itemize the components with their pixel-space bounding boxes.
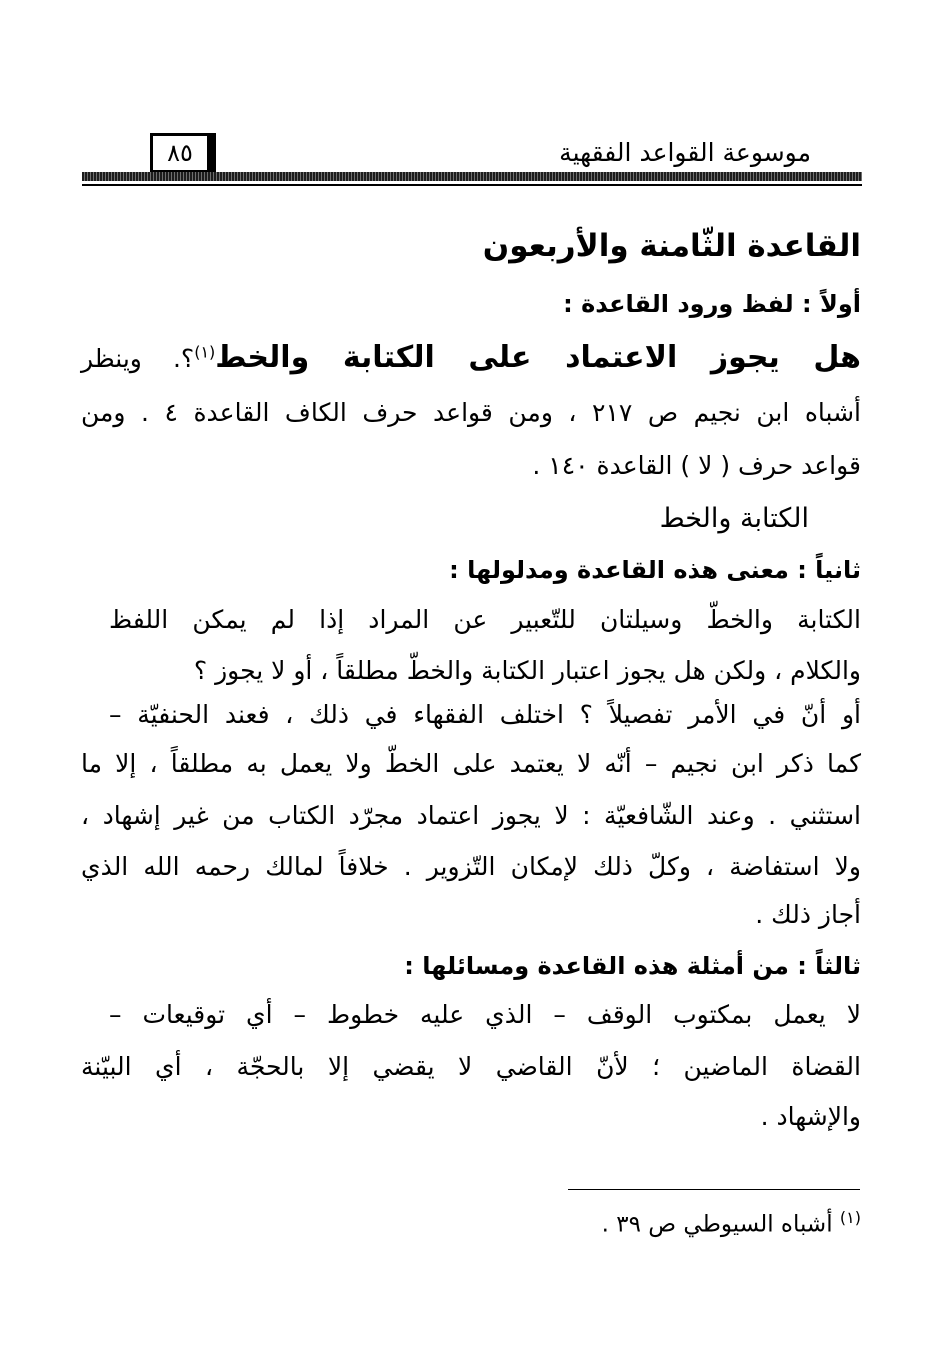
- footnote-ref: (١): [194, 342, 216, 362]
- paragraph-line: استثني . وعند الشّافعيّة : لا يجوز اعتماد مجرّد الكتاب من غير إشهاد ،: [81, 801, 861, 830]
- rule-statement-tail: ؟. وينظر: [81, 344, 195, 373]
- paragraph-line: لا يعمل بمكتوب الوقف – الذي عليه خطوط – أي توقيعات –: [109, 1000, 861, 1029]
- paragraph-line: والكلام ، ولكن هل يجوز اعتبار الكتابة والخطّ مطلقاً ، أو لا يجوز ؟: [193, 656, 861, 685]
- paragraph-line: ولا استفاضة ، وكلّ ذلك لإمكان التّزوير . خلافاً لمالك رحمه الله الذي: [81, 852, 861, 881]
- reference-line: أشباه ابن نجيم ص ٢١٧ ، ومن قواعد حرف الكاف القاعدة ٤ . ومن: [81, 398, 861, 427]
- footnote: [602, 1208, 861, 1238]
- page-number-box: [150, 133, 216, 173]
- paragraph-line: والإشهاد .: [760, 1102, 861, 1131]
- footnote-separator: [568, 1189, 860, 1190]
- paragraph-line: الكتابة والخطّ وسيلتان للتّعبير عن المراد إذا لم يمكن اللفظ: [109, 605, 861, 634]
- running-title: موسوعة القواعد الفقهية: [559, 138, 811, 167]
- paragraph-line: أو أنّ في الأمر تفصيلاً ؟ اختلف الفقهاء في ذلك ، فعند الحنفيّة –: [109, 700, 861, 729]
- section-heading-examples: ثالثاً : من أمثلة هذه القاعدة ومسائلها :: [404, 952, 861, 980]
- header-rule: [82, 172, 862, 181]
- rule-title: القاعدة الثّامنة والأربعون: [482, 228, 861, 264]
- rule-statement-line: [81, 340, 861, 375]
- section-heading-wording: أولاً : لفظ ورود القاعدة :: [563, 290, 861, 318]
- paragraph-line: القضاة الماضين ؛ لأنّ القاضي لا يقضي إلا بالحجّة ، أي البيّنة: [81, 1052, 861, 1081]
- footnote-marker: (١): [839, 1208, 861, 1227]
- rule-statement: هل يجوز الاعتماد على الكتابة والخط: [215, 340, 861, 375]
- section-heading-meaning: ثانياً : معنى هذه القاعدة ومدلولها :: [449, 556, 861, 584]
- page-number: ٨٥: [167, 139, 193, 167]
- reference-line: قواعد حرف ( لا ) القاعدة ١٤٠ .: [532, 451, 861, 480]
- header-rule-thin: [82, 184, 862, 186]
- see-also-term: الكتابة والخط: [659, 503, 809, 534]
- paragraph-line: كما ذكر ابن نجيم – أنّه لا يعتمد على الخطّ ولا يعمل به مطلقاً ، إلا ما: [81, 749, 861, 778]
- footnote-text: أشباه السيوطي ص ٣٩ .: [601, 1211, 833, 1238]
- paragraph-line: أجاز ذلك .: [755, 900, 861, 929]
